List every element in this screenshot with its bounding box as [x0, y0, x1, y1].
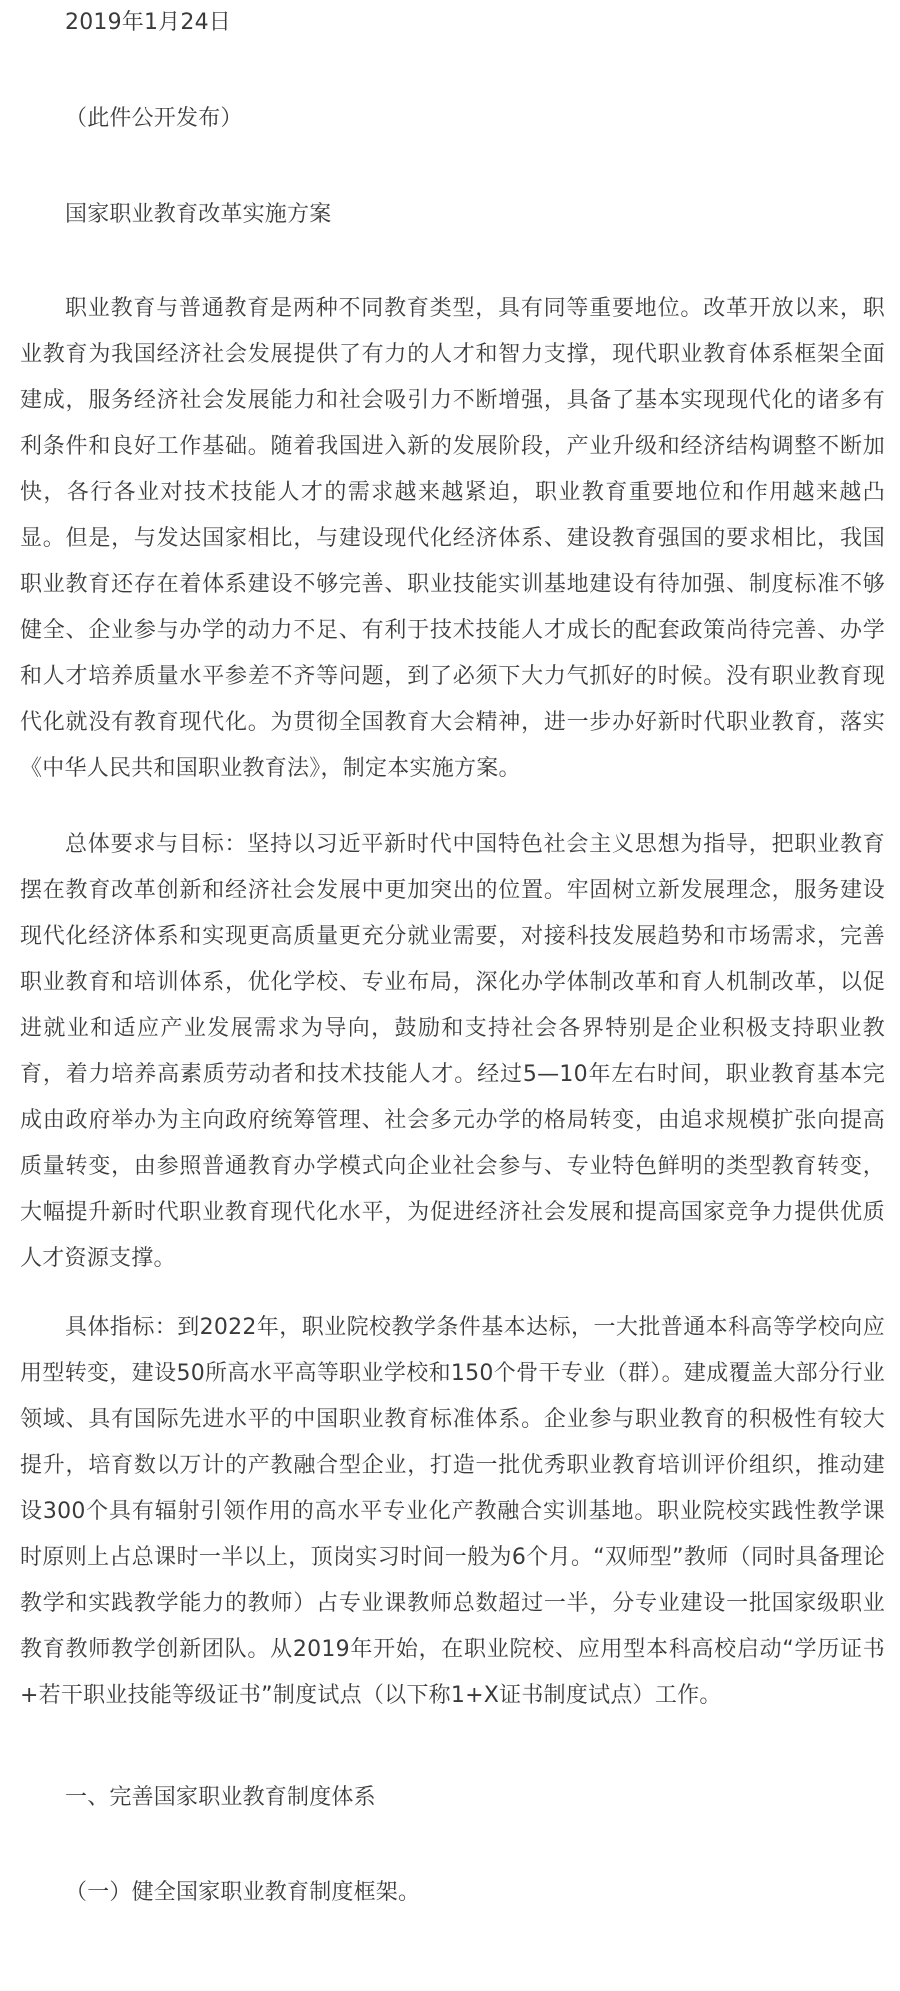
paragraph-text: 具体指标：到2022年，职业院校教学条件基本达标，一大批普通本科高等学校向应用型转变，建设50所高水平高等职业学校和150个骨干专业（群）。建成覆盖大部分行业领域、具有国际先进水平的中国职业教育标准体系。企业参与职业教育的积极性有较大提升，培育数以万计的产教融合型企业，打造一批优秀职业教育培训评价组织，推动建设300个具有辐射引领作用的高水平专业化产教融合实训基地。职业院校实践性教学课时原则上占总课时一半以上，顶岗实习时间一般为6个月。“双师型”教师（同时具备理论教学和实践教学能力的教师）占专业课教师总数超过一半，分专业建设一批国家级职业教育教师教学创新团队。从2019年开始，在职业院校、应用型本科高校启动“学历证书+若干职业技能等级证书”制度试点（以下称1+X证书制度试点）工作。 — [20, 1315, 885, 1708]
subsection-heading: （一）健全国家职业教育制度框架。 — [65, 1880, 421, 1905]
publish-note-line — [20, 96, 243, 142]
paragraph-text: 总体要求与目标：坚持以习近平新时代中国特色社会主义思想为指导，把职业教育摆在教育改革创新和经济社会发展中更加突出的位置。牢固树立新发展理念，服务建设现代化经济体系和实现更高质量更充分就业需要，对接科技发展趋势和市场需求，完善职业教育和培训体系，优化学校、专业布局，深化办学体制改革和育人机制改革，以促进就业和适应产业发展需求为导向，鼓励和支持社会各界特别是企业积极支持职业教育，着力培养高素质劳动者和技术技能人才。经过5—10年左右时间，职业教育基本完成由政府举办为主向政府统筹管理、社会多元办学的格局转变，由追求规模扩张向提高质量转变，由参照普通教育办学模式向企业社会参与、专业特色鲜明的类型教育转变，大幅提升新时代职业教育现代化水平，为促进经济社会发展和提高国家竞争力提供优质人才资源支撑。 — [20, 832, 885, 1271]
paragraph-2 — [20, 822, 885, 1282]
title-line — [20, 192, 331, 238]
subsection-heading-line — [20, 1870, 420, 1916]
date-line — [20, 0, 231, 46]
publish-note: （此件公开发布） — [65, 106, 243, 131]
paragraph-3 — [20, 1305, 885, 1719]
paragraph-1 — [20, 286, 885, 792]
section-heading: 一、完善国家职业教育制度体系 — [65, 1785, 376, 1810]
paragraph-text: 职业教育与普通教育是两种不同教育类型，具有同等重要地位。改革开放以来，职业教育为我国经济社会发展提供了有力的人才和智力支撑，现代职业教育体系框架全面建成，服务经济社会发展能力和社会吸引力不断增强，具备了基本实现现代化的诸多有利条件和良好工作基础。随着我国进入新的发展阶段，产业升级和经济结构调整不断加快，各行各业对技术技能人才的需求越来越紧迫，职业教育重要地位和作用越来越凸显。但是，与发达国家相比，与建设现代化经济体系、建设教育强国的要求相比，我国职业教育还存在着体系建设不够完善、职业技能实训基地建设有待加强、制度标准不够健全、企业参与办学的动力不足、有利于技术技能人才成长的配套政策尚待完善、办学和人才培养质量水平参差不齐等问题，到了必须下大力气抓好的时候。没有职业教育现代化就没有教育现代化。为贯彻全国教育大会精神，进一步办好新时代职业教育，落实《中华人民共和国职业教育法》，制定本实施方案。 — [20, 296, 885, 781]
document-date: 2019年1月24日 — [65, 10, 231, 35]
section-heading-line — [20, 1775, 376, 1821]
document-title: 国家职业教育改革实施方案 — [65, 202, 332, 227]
